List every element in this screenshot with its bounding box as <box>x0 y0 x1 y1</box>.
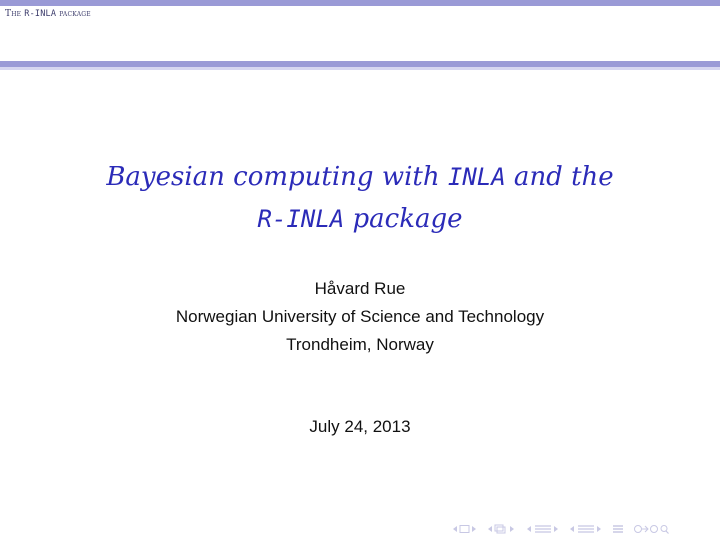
nav-subsection-group[interactable] <box>526 524 560 534</box>
search-icon <box>661 526 667 532</box>
slide-title <box>0 156 720 240</box>
author-block <box>0 275 720 359</box>
title-code-inla: INLA <box>447 163 506 191</box>
title-text-2: and the <box>505 162 614 192</box>
header-title-suffix: package <box>56 9 91 19</box>
author-location: Trondheim, Norway <box>286 335 434 354</box>
nav-align-group[interactable] <box>612 524 624 534</box>
arrow-left-icon <box>453 526 457 532</box>
nav-section-group[interactable] <box>569 524 603 534</box>
header-title-prefix: The <box>5 9 25 19</box>
header-shadow-bar <box>0 67 720 70</box>
subsection-icon <box>535 526 551 532</box>
header-title <box>5 9 91 19</box>
header-top-bar <box>0 0 720 6</box>
title-line-1 <box>0 156 720 198</box>
title-text-1: Bayesian computing with <box>106 162 448 192</box>
author-name: Håvard Rue <box>314 279 406 298</box>
title-code-rinla: R-INLA <box>257 205 345 233</box>
header-title-code: R-INLA <box>24 9 57 19</box>
section-icon <box>578 526 594 532</box>
title-line-2 <box>0 198 720 240</box>
nav-frame-group[interactable] <box>487 524 517 534</box>
nav-slide-group[interactable] <box>452 524 478 534</box>
frame-icon <box>460 526 469 533</box>
arrow-right-icon <box>472 526 476 532</box>
title-text-3: package <box>344 204 463 234</box>
align-icon <box>613 526 623 532</box>
author-institution: Norwegian University of Science and Technology <box>175 307 545 326</box>
slide-date: July 24, 2013 <box>309 417 411 436</box>
nav-search-group[interactable] <box>633 524 669 534</box>
beamer-navigation <box>452 522 669 536</box>
